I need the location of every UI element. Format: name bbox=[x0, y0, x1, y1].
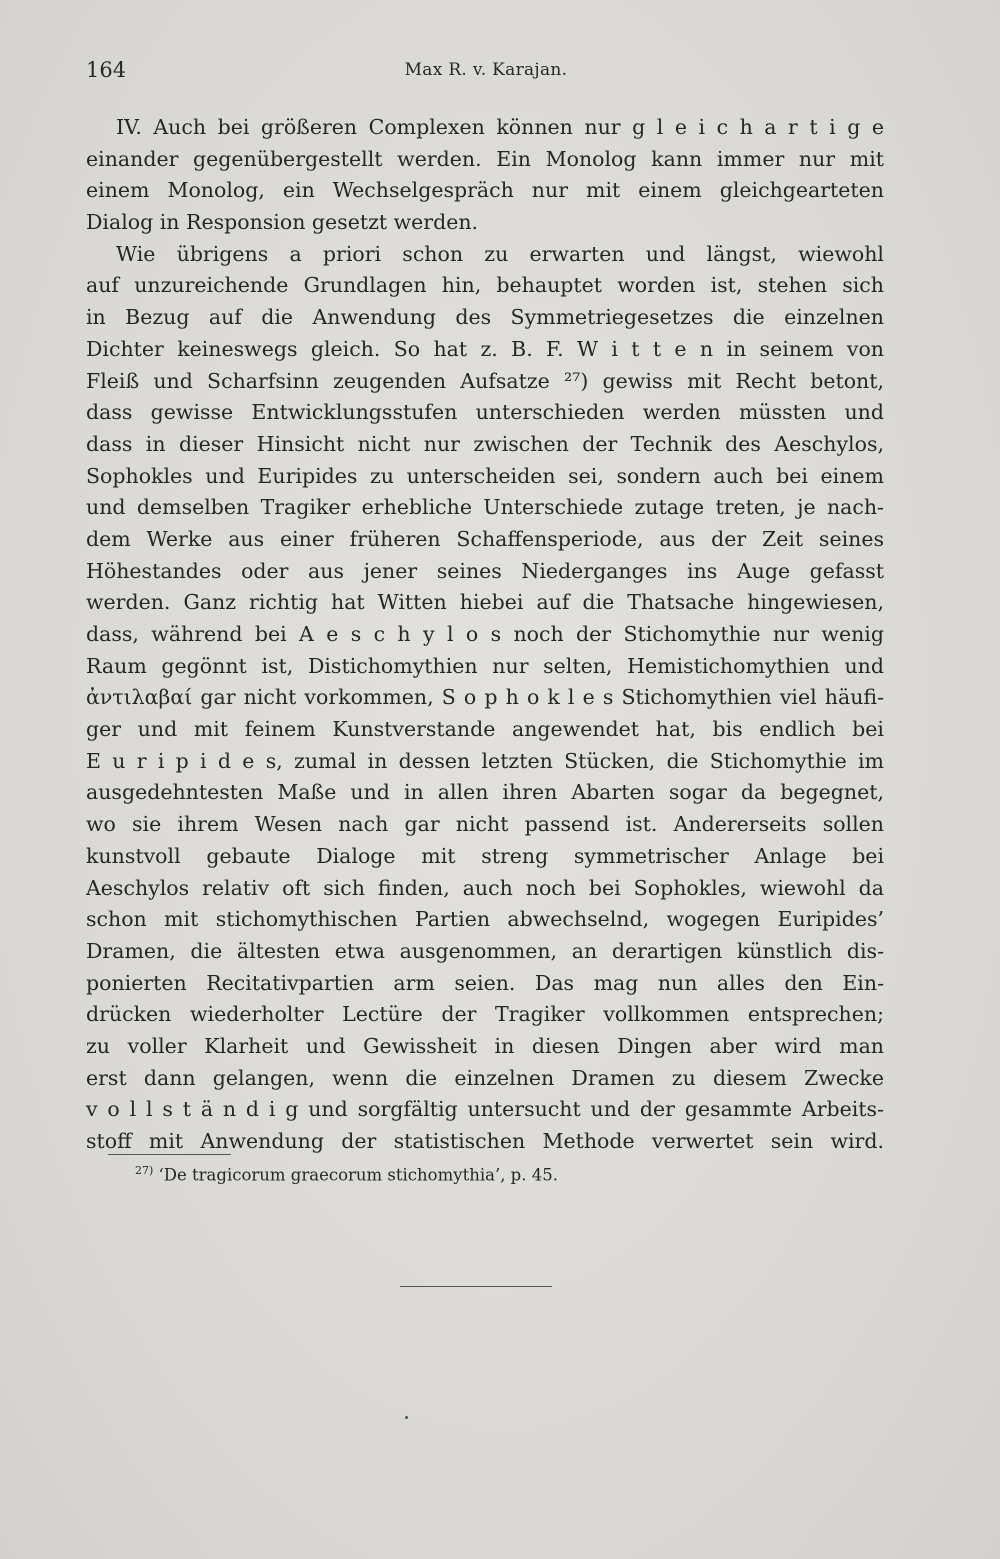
body-text bbox=[86, 112, 884, 1158]
text-line: Dramen, die ältesten etwa ausgenommen, an derartigen künstlich dis- bbox=[86, 938, 884, 963]
text-line: E u r i p i d e s, zumal in dessen letzten Stücken, die Stichomythie im bbox=[86, 748, 884, 773]
text-line: Dialog in Responsion gesetzt werden. bbox=[86, 210, 479, 235]
text-line: ἀντιλαβαί gar nicht vorkommen, S o p h o k l e s Stichomythien viel häufi- bbox=[86, 685, 884, 710]
text-line: Aeschylos relativ oft sich finden, auch noch bei Sophokles, wiewohl da bbox=[86, 875, 884, 900]
text-line: ausgedehntesten Maße und in allen ihren Abarten sogar da begegnet, bbox=[86, 780, 884, 805]
footnote bbox=[135, 1164, 558, 1185]
footnote-divider bbox=[108, 1154, 231, 1155]
text-line: Sophokles und Euripides zu unterscheiden sei, sondern auch bei einem bbox=[86, 463, 884, 488]
page-number: 164 bbox=[86, 58, 127, 82]
text-line: wo sie ihrem Wesen nach gar nicht passend ist. Andererseits sollen bbox=[86, 812, 884, 837]
text-line: in Bezug auf die Anwendung des Symmetriegesetzes die einzelnen bbox=[86, 305, 884, 330]
text-line: dass gewisse Entwicklungsstufen unterschieden werden müssten und bbox=[86, 400, 884, 425]
section-end-rule bbox=[400, 1286, 552, 1287]
text-line: dass in dieser Hinsicht nicht nur zwischen der Technik des Aeschylos, bbox=[86, 431, 884, 456]
running-head: Max R. v. Karajan. bbox=[404, 60, 568, 80]
paper-speck bbox=[405, 1416, 408, 1419]
text-line: ponierten Recitativpartien arm seien. Das mag nun alles den Ein- bbox=[86, 970, 884, 995]
text-line: auf unzureichende Grundlagen hin, behauptet worden ist, stehen sich bbox=[86, 273, 884, 298]
text-line: drücken wiederholter Lectüre der Tragiker vollkommen entsprechen; bbox=[86, 1002, 884, 1027]
text-line: v o l l s t ä n d i g und sorgfältig untersucht und der gesammte Arbeits- bbox=[86, 1097, 884, 1122]
text-line: Fleiß und Scharfsinn zeugenden Aufsatze ²⁷) gewiss mit Recht betont, bbox=[86, 368, 884, 393]
text-line: kunstvoll gebaute Dialoge mit streng symmetrischer Anlage bei bbox=[86, 843, 884, 868]
text-line: dass, während bei A e s c h y l o s noch der Stichomythie nur wenig bbox=[86, 622, 884, 646]
footnote-text: ‘De tragicorum graecorum stichomythia’, p. 45. bbox=[158, 1165, 558, 1185]
text-line: einem Monolog, ein Wechselgespräch nur mit einem gleichgearteten bbox=[86, 178, 884, 203]
text-line: stoff mit Anwendung der statistischen Methode verwertet sein wird. bbox=[86, 1129, 884, 1153]
text-line: IV. Auch bei größeren Complexen können nur g l e i c h a r t i g e bbox=[116, 115, 884, 139]
text-line: ger und mit feinem Kunstverstande angewendet hat, bis endlich bei bbox=[86, 717, 884, 742]
text-line: einander gegenübergestellt werden. Ein Monolog kann immer nur mit bbox=[86, 146, 884, 171]
text-line: dem Werke aus einer früheren Schaffensperiode, aus der Zeit seines bbox=[86, 526, 884, 551]
page-header bbox=[86, 58, 886, 88]
text-line: werden. Ganz richtig hat Witten hiebei auf die Thatsache hingewiesen, bbox=[86, 590, 884, 615]
text-line: Wie übrigens a priori schon zu erwarten und längst, wiewohl bbox=[116, 241, 884, 266]
text-line: Höhestandes oder aus jener seines Niederganges ins Auge gefasst bbox=[86, 558, 884, 583]
text-line: und demselben Tragiker erhebliche Unterschiede zutage treten, je nach- bbox=[86, 495, 884, 520]
text-line: zu voller Klarheit und Gewissheit in diesen Dingen aber wird man bbox=[86, 1033, 884, 1058]
text-line: schon mit stichomythischen Partien abwechselnd, wogegen Euripides’ bbox=[86, 907, 884, 932]
text-line: erst dann gelangen, wenn die einzelnen Dramen zu diesem Zwecke bbox=[86, 1065, 884, 1090]
footnote-marker: 27) bbox=[135, 1164, 154, 1177]
text-line: Dichter keineswegs gleich. So hat z. B. F. W i t t e n in seinem von bbox=[86, 336, 884, 361]
text-line: Raum gegönnt ist, Distichomythien nur selten, Hemistichomythien und bbox=[86, 653, 884, 678]
